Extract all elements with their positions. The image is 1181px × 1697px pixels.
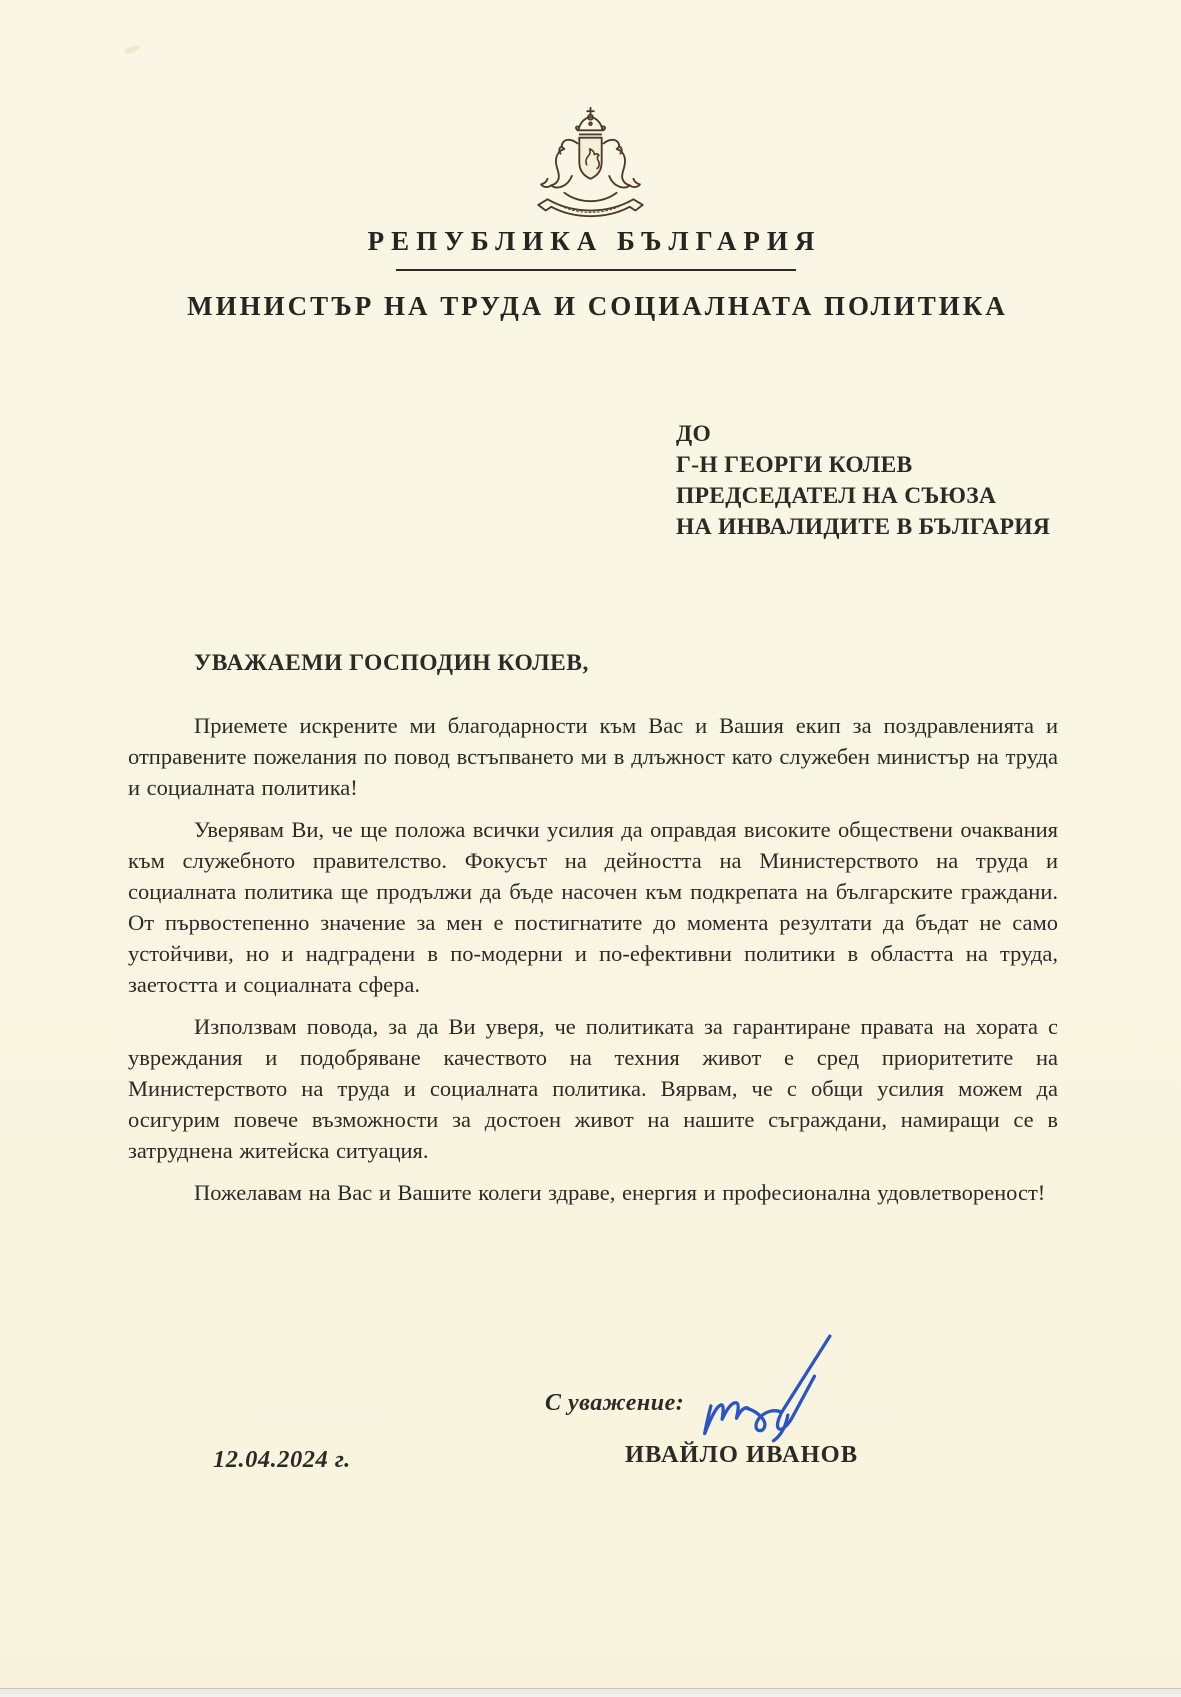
letter-body bbox=[128, 648, 1058, 1219]
republic-title: РЕПУБЛИКА БЪЛГАРИЯ bbox=[367, 226, 822, 256]
body-paragraph-3: Използвам повода, за да Ви уверя, че политиката за гарантиране правата на хората с увреждания и подобряване качеството на техния живот е сред приоритетите на Министерството на труда и социалната политика. Вярвам, че с общи усилия можем да осигурим повече възможности за достоен живот на нашите съграждани, намиращи се в затруднена житейска ситуация. bbox=[128, 1014, 1058, 1163]
addressee-line-organization: НА ИНВАЛИДИТЕ В БЪЛГАРИЯ bbox=[676, 514, 1051, 540]
addressee-block bbox=[676, 419, 1050, 543]
coat-of-arms-icon bbox=[508, 106, 673, 218]
scan-artifact bbox=[123, 43, 140, 55]
addressee-line-name: Г-Н ГЕОРГИ КОЛЕВ bbox=[676, 452, 913, 478]
salutation: УВАЖАЕМИ ГОСПОДИН КОЛЕВ, bbox=[194, 650, 589, 676]
addressee-line-to: ДО bbox=[676, 421, 712, 447]
body-paragraph-2: Уверявам Ви, че ще положа всички усилия да оправдая високите обществени очаквания към служебното правителство. Фокусът на дейността на Министерството на труда и социалната политика ще продължи да бъде насочен към подкрепата на българските граждани. От първостепенно значение за мен е постигнатите до момента резултати да бъдат не само устойчиви, но и надградени в по-модерни и по-ефективни политики в областта на труда, заетостта и социалната сфера. bbox=[128, 817, 1058, 997]
signer-name: ИВАЙЛО ИВАНОВ bbox=[625, 1441, 859, 1468]
body-paragraph-1: Приемете искрените ми благодарности към Вас и Вашия екип за поздравленията и отправените пожелания по повод встъпването ми в длъжност като служебен министър на труда и социалната политика! bbox=[128, 713, 1058, 800]
closing-salutation: С уважение: bbox=[545, 1390, 685, 1416]
minister-title: МИНИСТЪР НА ТРУДА И СОЦИАЛНАТА ПОЛИТИКА bbox=[187, 291, 1008, 321]
addressee-line-title: ПРЕДСЕДАТЕЛ НА СЪЮЗА bbox=[676, 483, 997, 509]
handwritten-signature bbox=[698, 1330, 853, 1448]
header-underline-rule bbox=[396, 269, 796, 271]
body-paragraph-4: Пожелавам на Вас и Вашите колеги здраве, енергия и професионална удовлетвореност! bbox=[194, 1180, 1046, 1205]
letter-date: 12.04.2024 г. bbox=[213, 1446, 351, 1473]
